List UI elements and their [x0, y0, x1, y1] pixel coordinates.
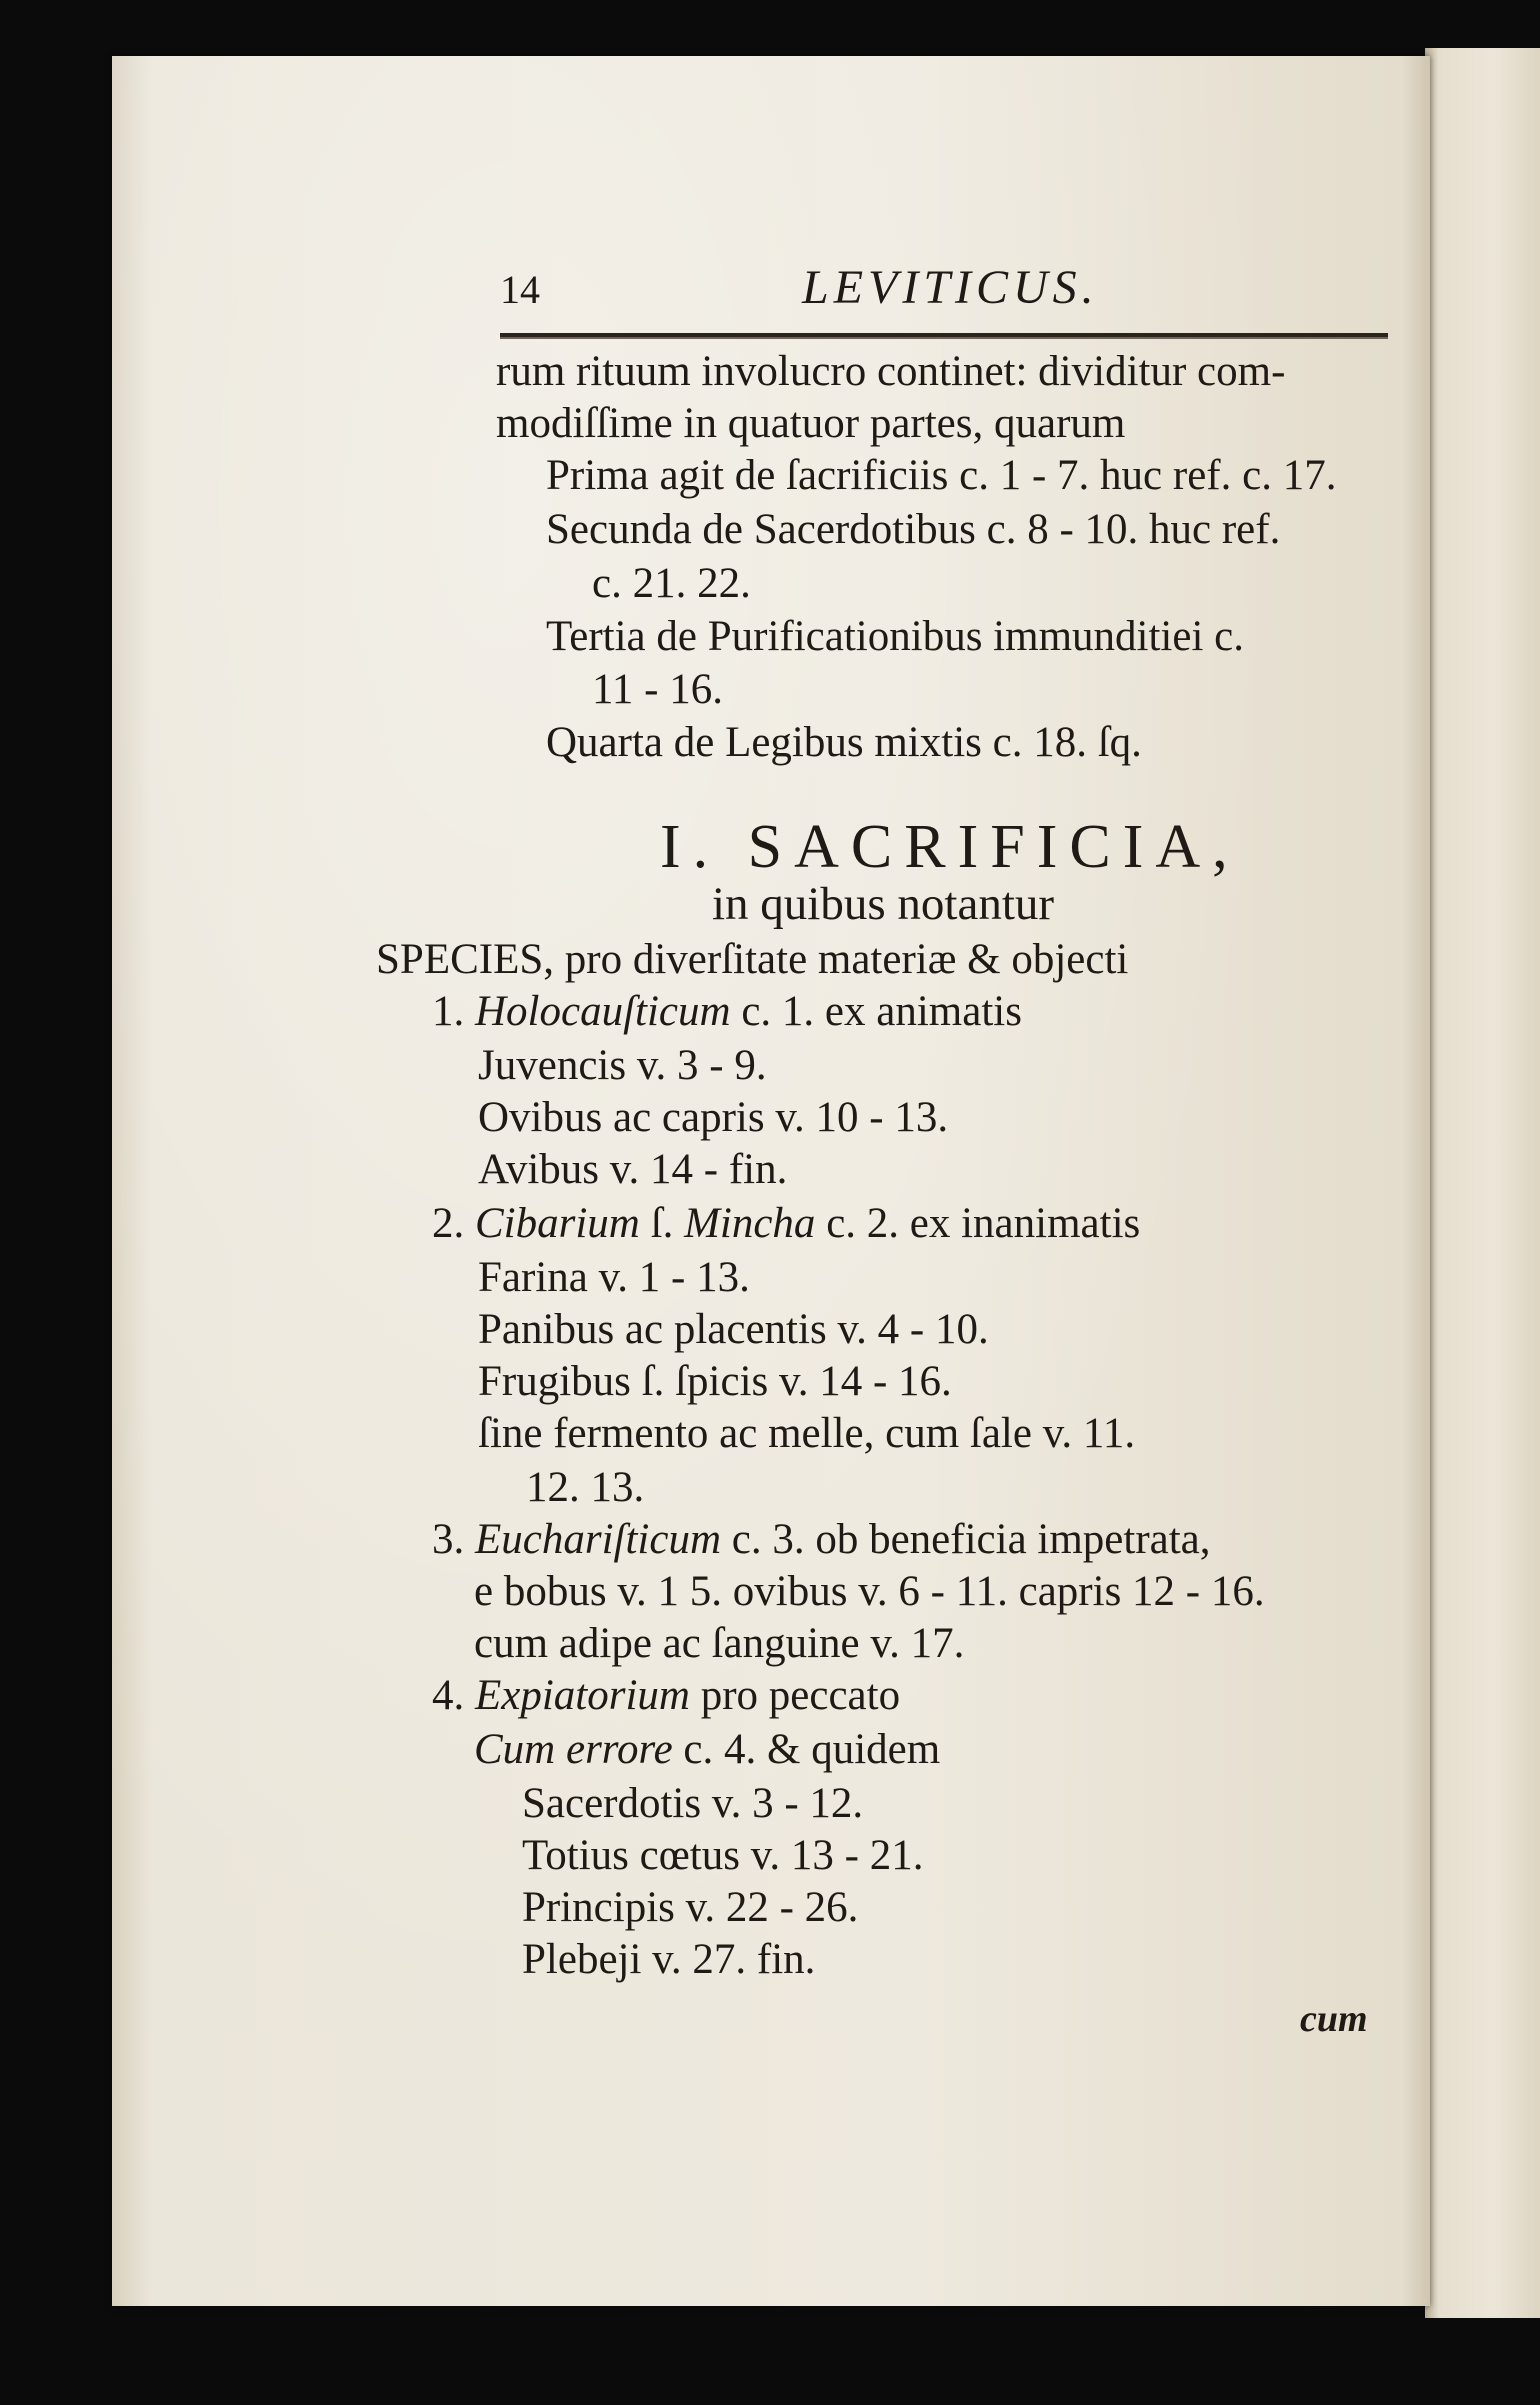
- item-name: Holocauſticum: [475, 988, 731, 1035]
- item-cibarium: [432, 1198, 1140, 1250]
- item-name: Cibarium: [475, 1200, 640, 1247]
- part-line: c. 21. 22.: [592, 560, 751, 607]
- sub-line: Principis v. 22 - 26.: [522, 1884, 859, 1931]
- sub-line: Avibus v. 14 - fin.: [478, 1146, 788, 1193]
- item-name: Euchariſticum: [475, 1516, 722, 1563]
- sub-line: Totius cœtus v. 13 - 21.: [522, 1832, 924, 1879]
- part-line: Prima agit de ſacrificiis c. 1 - 7. huc ref. c. 17.: [546, 452, 1337, 499]
- sub-line: 12. 13.: [526, 1464, 645, 1511]
- running-title: LEVITICUS.: [802, 261, 1099, 314]
- sub-line: Juvencis v. 3 - 9.: [478, 1042, 767, 1089]
- sub-line: e bobus v. 1 5. ovibus v. 6 - 11. capris 12 - 16.: [474, 1568, 1265, 1615]
- sub-line: Sacerdotis v. 3 - 12.: [522, 1780, 864, 1827]
- item-name: Expiatorium: [475, 1672, 690, 1719]
- sub-line: Frugibus ſ. ſpicis v. 14 - 16.: [478, 1358, 952, 1405]
- catchword: cum: [1300, 1998, 1368, 2040]
- part-line: Tertia de Purificationibus immunditiei c.: [546, 613, 1244, 660]
- species-line: SPECIES, pro diverſitate materiæ & objecti: [376, 936, 1129, 983]
- section-subheading: in quibus notantur: [712, 878, 1055, 930]
- page-number: 14: [500, 267, 540, 312]
- item-text: c. 1. ex animatis: [730, 988, 1022, 1035]
- header-rule: [500, 333, 1388, 339]
- item-number: 1.: [432, 988, 465, 1035]
- item-euchariticum: [432, 1514, 1211, 1566]
- item-number: 2.: [432, 1200, 465, 1247]
- intro-line: modiſſime in quatuor partes, quarum: [496, 400, 1126, 447]
- item-holocausticum: [432, 986, 1022, 1038]
- item-text: c. 2. ex inanimatis: [815, 1200, 1141, 1247]
- sub-line: [474, 1724, 940, 1776]
- sub-line: cum adipe ac ſanguine v. 17.: [474, 1620, 965, 1667]
- facing-page-edge: [1425, 48, 1540, 2318]
- item-text: c. 3. ob beneficia impetrata,: [721, 1516, 1211, 1563]
- part-line: Quarta de Legibus mixtis c. 18. ſq.: [546, 719, 1142, 766]
- item-text: c. 4. & quidem: [672, 1726, 941, 1773]
- item-number: 4.: [432, 1672, 465, 1719]
- sub-line: Ovibus ac capris v. 10 - 13.: [478, 1094, 949, 1141]
- book-page: [112, 56, 1430, 2306]
- part-line: Secunda de Sacerdotibus c. 8 - 10. huc ref.: [546, 506, 1281, 553]
- sub-line: ſine fermento ac melle, cum ſale v. 11.: [478, 1410, 1136, 1457]
- item-name-alt: Mincha: [684, 1200, 816, 1247]
- item-expiatorium: [432, 1670, 900, 1722]
- sub-line: Plebeji v. 27. fin.: [522, 1936, 816, 1983]
- intro-line: rum rituum involucro continet: dividitur com-: [496, 348, 1286, 395]
- item-text: ſ.: [639, 1200, 685, 1247]
- section-heading: I. SACRIFICIA,: [660, 813, 1240, 881]
- item-number: 3.: [432, 1516, 465, 1563]
- part-line: 11 - 16.: [592, 666, 723, 713]
- sub-line: Panibus ac placentis v. 4 - 10.: [478, 1306, 989, 1353]
- item-text: pro peccato: [689, 1672, 901, 1719]
- sub-heading: Cum errore: [474, 1726, 673, 1773]
- sub-line: Farina v. 1 - 13.: [478, 1254, 750, 1301]
